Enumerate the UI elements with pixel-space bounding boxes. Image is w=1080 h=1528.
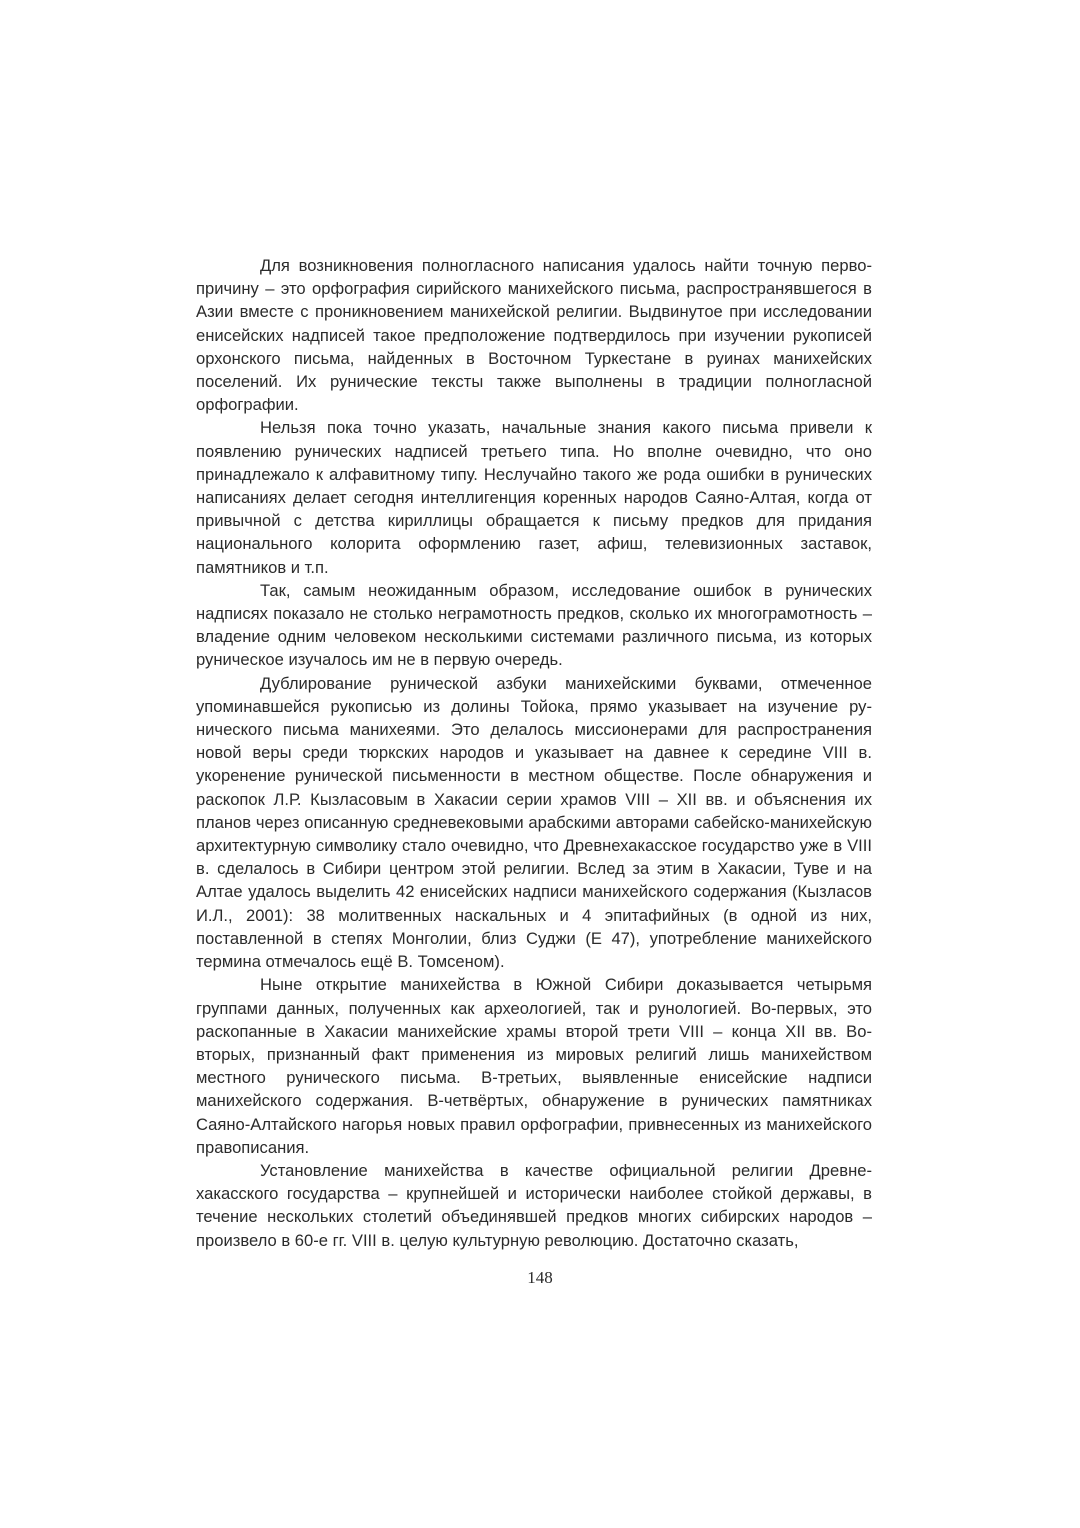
paragraph-2: Нельзя пока точно указать, начальные знания какого письма привели к появлению рунических надписей третьего типа. Но вполне очевидно, что оно принадлежало к алфавитному типу. Неслучайно такого же рода ошибки в рунических написаниях делает сегодня интеллигенция коренных народов Саяно-Алтая, когда от привычной с детства кириллицы обращается к письму предков для придания национального колорита оформлению газет, афиш, телевизионных заставок, памятников и т.п. <box>196 418 872 577</box>
paragraph-3: Так, самым неожиданным образом, исследование ошибок в рунических надписях показало не столько неграмотность предков, сколько их многограмотность – владение одним человеком несколькими системами различного письма, из которых руническое изучалось им не в первую очередь. <box>196 580 872 670</box>
body-text <box>196 254 872 1252</box>
page-number: 148 <box>527 1268 553 1287</box>
paragraph-4: Дублирование рунической азбуки манихейскими буквами, отмеченное упоминавшейся рукописью из долины Тойока, прямо указывает на изучение рунического письма манихеями. Это делалось миссионерами для распространения новой веры среди тюркских народов и указывает на давнее к середине VIII в. укоренение рунической письменности в местном обществе. После обнаружения и раскопок Л.Р. Кызласовым в Хакасии серии храмов VIII – XII вв. и объяснения их планов через описанную средневековыми арабскими авторами сабейско-манихейскую архитектурную символику стало очевидно, что Древнехакасское государство уже в VIII в. сделалось в Сибири центром этой религии. Вслед за этим в Хакасии, Туве и на Алтае удалось выделить 42 енисейских надписи манихейского содержания (Кызласов И.Л., 2001): 38 молитвенных наскальных и 4 эпитафийных (в одной из них, поставленной в степях Монголии, близ Суджи (Е 47), употребление манихейского термина отмечалось ещё В. Томсеном). <box>196 673 872 972</box>
paragraph-1: Для возникновения полногласного написания удалось найти точную первопричину – это орфография сирийского манихейского письма, распространявшегося в Азии вместе с проникновением манихейской религии. Выдвинутое при исследовании енисейских надписей такое предположение подтвердилось при изучении рукописей орхонского письма, найденных в Восточном Туркестане в руинах манихейских поселений. Их рунические тексты также выполнены в традиции полногласной орфографии. <box>196 256 872 415</box>
paragraph-6: Установление манихейства в качестве официальной религии Древнехакасского государства – крупнейшей и исторически наиболее стойкой державы, в течение нескольких столетий объединявшей предков многих сибирских народов – произвело в 60-е гг. VIII в. целую культурную революцию. Достаточно сказать, <box>196 1160 872 1250</box>
paragraph-5: Ныне открытие манихейства в Южной Сибири доказывается четырьмя группами данных, полученных как археологией, так и рунологией. Во-первых, это раскопанные в Хакасии манихейские храмы второй трети VIII – конца XII вв. Во-вторых, признанный факт применения из мировых религий лишь манихейством местного рунического письма. В-третьих, выявленные енисейские надписи манихейского содержания. В-четвёртых, обнаружение в рунических памятниках Саяно-Алтайского нагорья новых правил орфографии, привнесенных из манихейского правописания. <box>196 975 872 1157</box>
